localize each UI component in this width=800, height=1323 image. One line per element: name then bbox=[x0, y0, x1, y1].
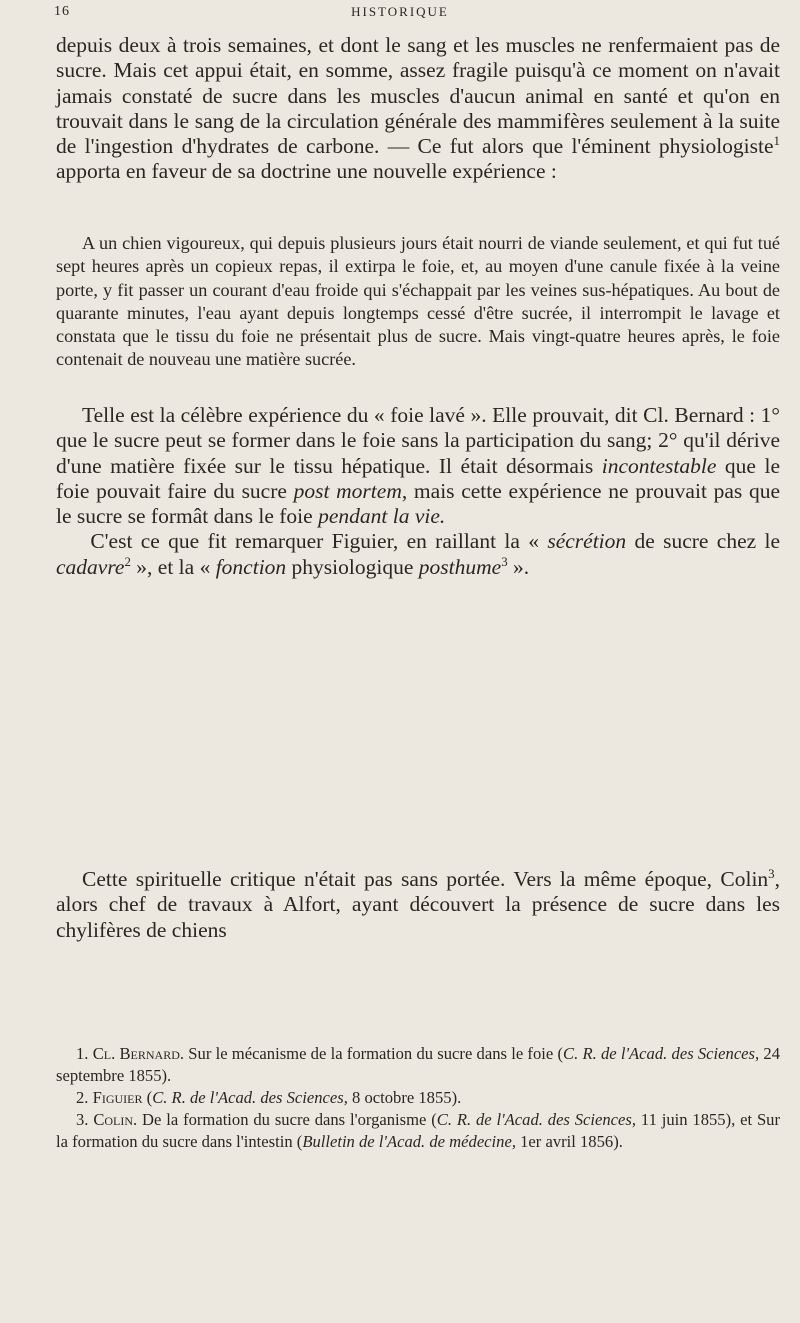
footnote-number: 1. bbox=[76, 1044, 89, 1063]
text-segment: Telle est la célèbre expérience du « foie lavé ». Elle prouvait, dit Cl. Bernard : 1° que le sucre peut se former dans le foie sans la participation du sang; 2° qu'il dérive d'une matière fixée sur le tissu hépatique. Il était désormais bbox=[56, 403, 780, 478]
footnote-author: Figuier bbox=[92, 1088, 143, 1107]
italic-segment: C. R. de l'Acad. des Sciences, bbox=[436, 1110, 637, 1129]
italic-segment: C. R. de l'Acad. des Sciences, bbox=[563, 1044, 760, 1063]
footnote-author: Cl. Bernard. bbox=[92, 1044, 185, 1063]
text-segment: 11 juin 1855), et Sur la formation du sucre dans l'intestin ( bbox=[56, 1110, 780, 1151]
paragraph-3 bbox=[56, 867, 780, 943]
italic-segment: incontestable bbox=[601, 453, 717, 478]
italic-segment: C. R. de l'Acad. des Sciences, bbox=[152, 1088, 348, 1107]
paragraph-1 bbox=[56, 33, 780, 185]
text-segment: 24 septembre 1855). bbox=[56, 1044, 781, 1085]
paragraph-1-text-after: apporta en faveur de sa doctrine une nouvelle expérience : bbox=[56, 159, 557, 184]
footnote-author: Colin. bbox=[93, 1110, 138, 1129]
italic-segment: pendant la vie. bbox=[318, 504, 446, 529]
italic-segment: Bulletin de l'Acad. de médecine, bbox=[302, 1132, 516, 1151]
block-quote: A un chien vigoureux, qui depuis plusieurs jours était nourri de viande seulement, et qui fut tué sept heures après un copieux repas, il extirpa le foie, et, au moyen d'une canule fixée à la veine porte, y fit passer un courant d'eau froide qui s'échappait par les veines sus-hépatiques. Au bout de quarante minutes, l'eau ayant depuis longtemps cessé d'être sucrée, il interrompit le lavage et constata que le tissu du foie ne présentait plus de sucre. Mais vingt-quatre heures après, le foie contenait de nouveau une matière sucrée. bbox=[56, 233, 780, 370]
paragraph-1-text: depuis deux à trois semaines, et dont le sang et les muscles ne renfermaient pas de sucre. Mais cet appui était, en somme, assez fragile puisqu'à ce moment on n'avait jamais constaté de sucre dans les muscles d'aucun animal en santé et qu'on en trouvait dans le sang de la circulation générale des mammifères seulement à la suite de l'ingestion d'hydrates de carbone. — Ce fut alors que l'éminent physiologiste bbox=[56, 33, 780, 159]
text-segment: ». bbox=[507, 554, 530, 579]
text-segment: C'est ce que fit remarquer Figuier, en raillant la « bbox=[82, 529, 548, 554]
footnote-2 bbox=[56, 1087, 780, 1109]
text-segment: , alors chef de travaux à Alfort, ayant découvert la présence de sucre dans les chylifères de chiens bbox=[56, 867, 780, 942]
text-segment: que le foie pouvait faire du sucre bbox=[56, 453, 780, 503]
text-segment: De la formation du sucre dans l'organisme ( bbox=[137, 1110, 437, 1129]
page-number: 16 bbox=[54, 4, 70, 19]
page-header bbox=[0, 4, 800, 26]
text-segment: , mais cette expérience ne prouvait pas que le sucre se formât dans le foie bbox=[56, 478, 781, 529]
italic-segment: post mortem bbox=[293, 478, 402, 503]
footnote-3 bbox=[56, 1109, 780, 1153]
paragraph-2 bbox=[56, 403, 780, 580]
footnote-ref: 3 bbox=[768, 866, 775, 881]
text-segment: de sucre chez le bbox=[626, 529, 780, 554]
footnote-1 bbox=[56, 1043, 780, 1087]
text-segment: Cette spirituelle critique n'était pas sans portée. Vers la même époque, Colin bbox=[82, 867, 769, 891]
text-segment: ( bbox=[142, 1088, 153, 1107]
text-segment: 8 octobre 1855). bbox=[347, 1088, 462, 1107]
footnote-ref: 3 bbox=[501, 554, 508, 569]
footnotes bbox=[56, 1043, 780, 1153]
footnote-number: 2. bbox=[76, 1088, 89, 1107]
running-head: HISTORIQUE bbox=[351, 4, 449, 19]
footnote-ref: 1 bbox=[773, 134, 780, 149]
italic-segment: cadavre bbox=[56, 554, 125, 579]
footnote-ref: 2 bbox=[124, 554, 131, 569]
text-segment: », et la « bbox=[130, 554, 216, 579]
text-segment: 1er avril 1856). bbox=[515, 1132, 623, 1151]
text-segment: physiologique bbox=[286, 554, 419, 579]
italic-segment: posthume bbox=[418, 554, 502, 579]
text-segment: Sur le mécanisme de la formation du sucre dans le foie ( bbox=[184, 1044, 563, 1063]
italic-segment: sécrétion bbox=[547, 529, 627, 554]
italic-segment: fonction bbox=[215, 554, 287, 579]
footnote-number: 3. bbox=[76, 1110, 89, 1129]
